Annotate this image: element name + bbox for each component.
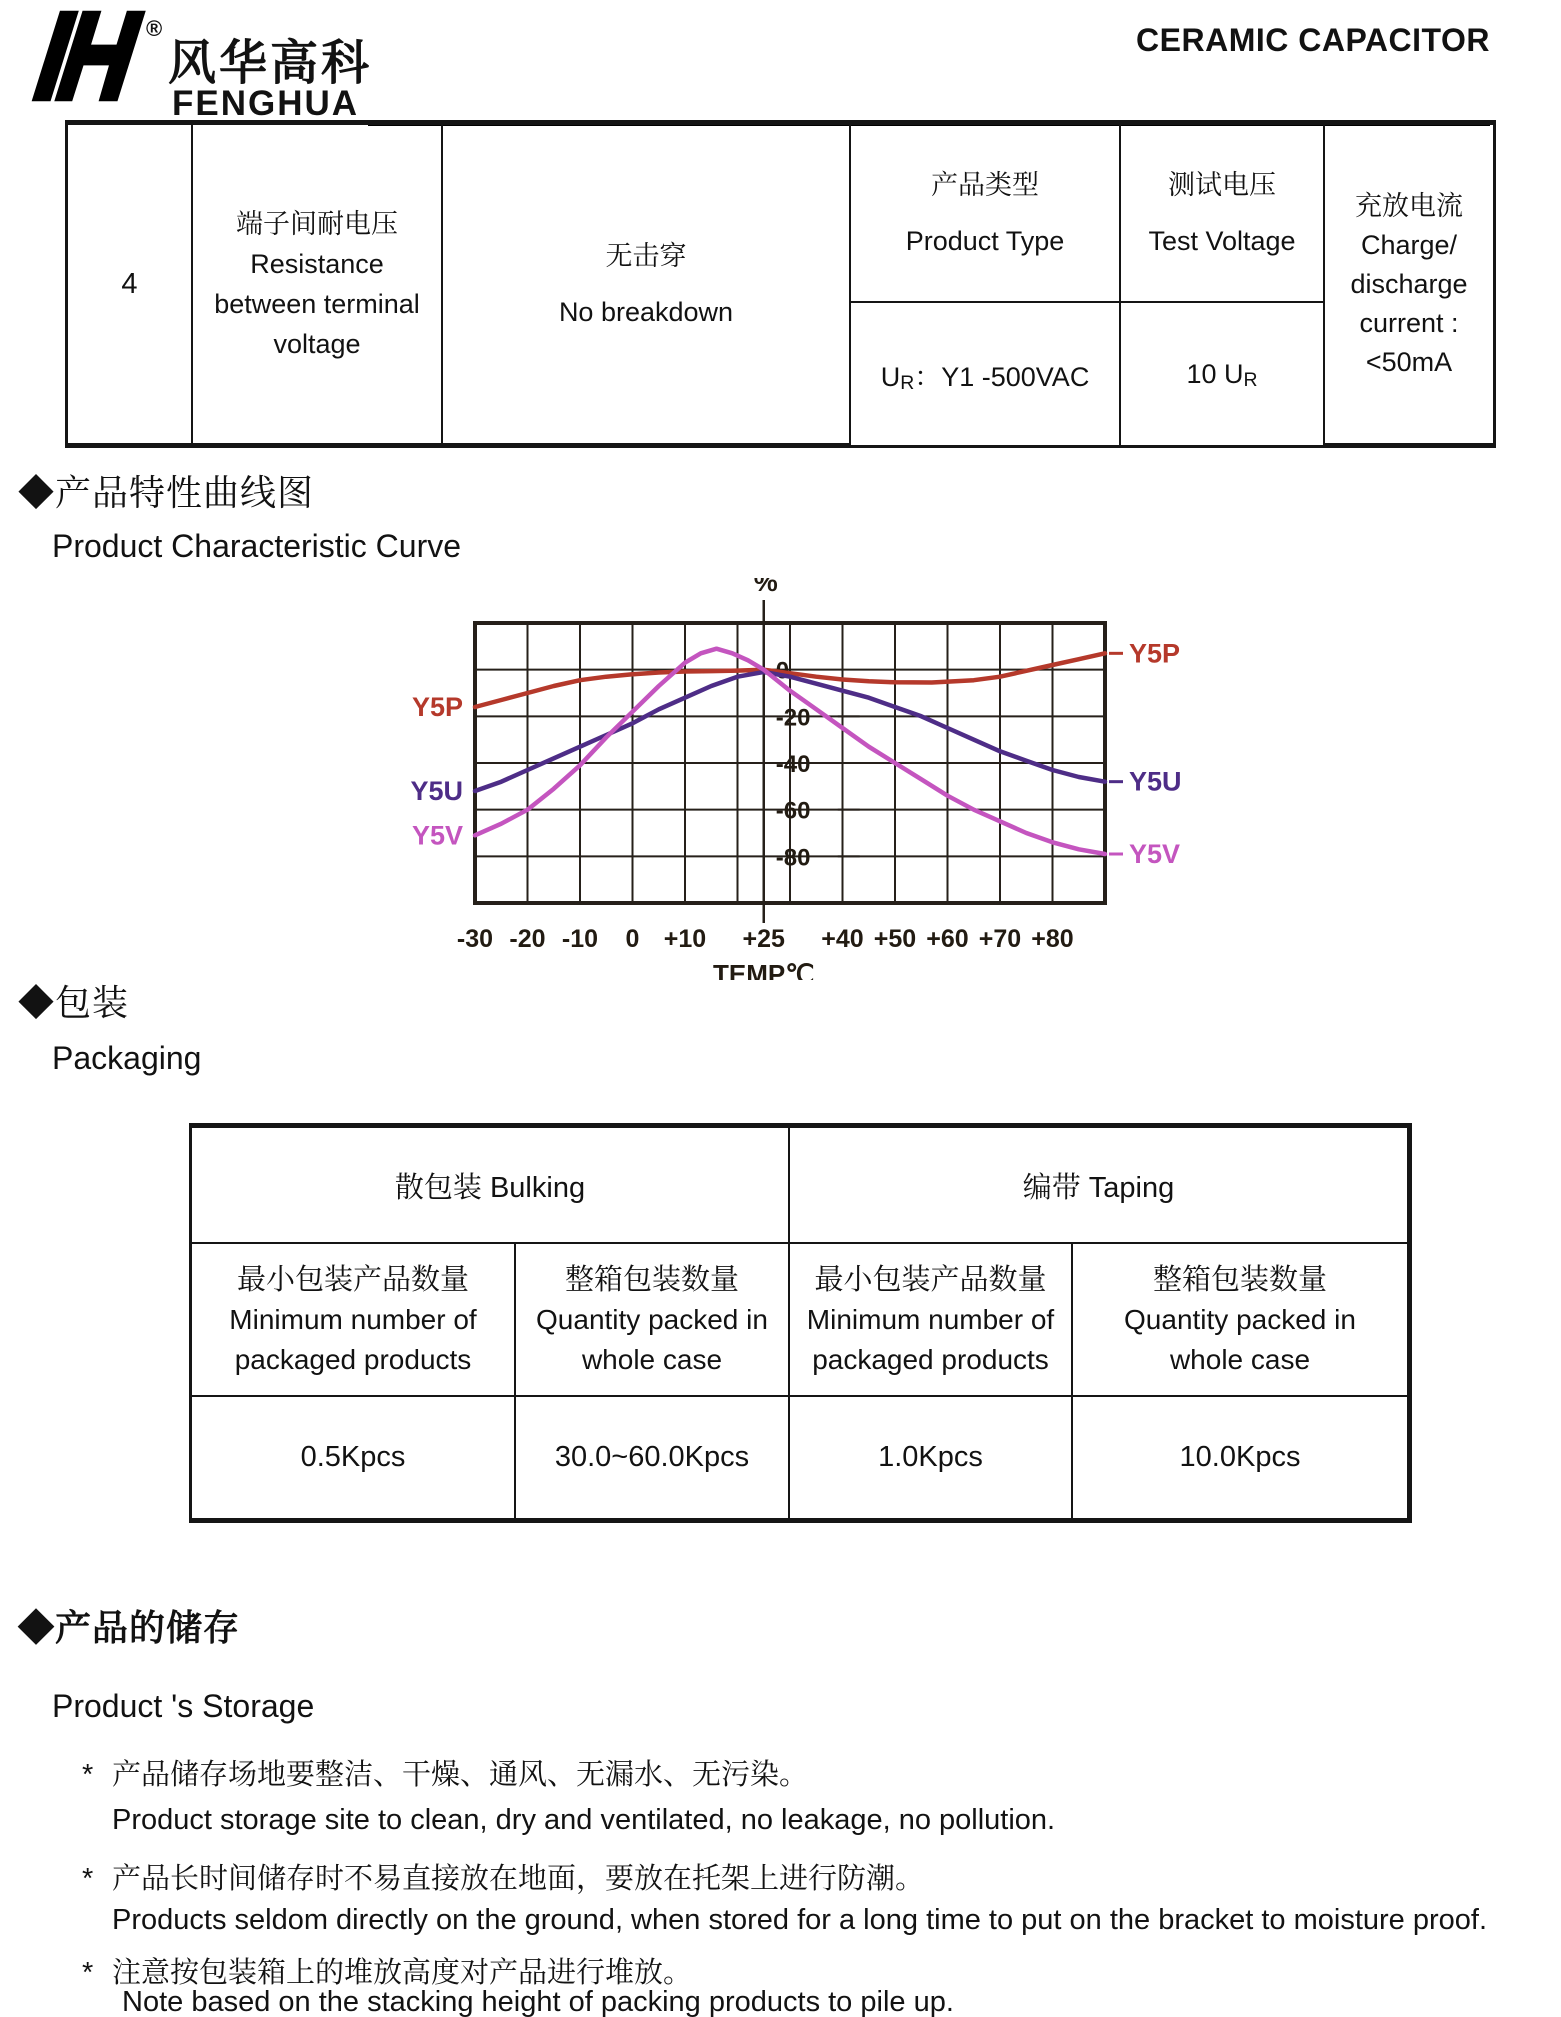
spec-row-number: 4 xyxy=(68,125,193,445)
svg-text:+40: +40 xyxy=(821,925,864,953)
svg-text:-10: -10 xyxy=(561,925,599,953)
svg-text:Y5U: Y5U xyxy=(1129,766,1182,797)
characteristic-curve-chart xyxy=(330,578,1210,980)
svg-text:-60: -60 xyxy=(775,797,811,825)
storage-item-en: Note based on the stacking height of packing products to pile up. xyxy=(122,1986,954,2017)
packaging-col-header: 整箱包装数量 Quantity packed in whole case xyxy=(516,1244,790,1397)
test-voltage-en: Test Voltage xyxy=(1148,226,1296,256)
packaging-col-header: 最小包装产品数量 Minimum number of packaged products xyxy=(790,1244,1073,1397)
spec-result-cn: 无击穿 xyxy=(605,241,687,271)
svg-text:Y5U: Y5U xyxy=(410,776,463,806)
spec-item-en-1: Resistance xyxy=(250,249,384,279)
svg-text:+10: +10 xyxy=(663,925,707,953)
packaging-value: 10.0Kpcs xyxy=(1073,1397,1409,1520)
packaging-value: 30.0~60.0Kpcs xyxy=(516,1397,790,1520)
test-voltage-value-text: 10 UR xyxy=(1186,358,1258,391)
curve-section-title-cn: ◆产品特性曲线图 xyxy=(18,472,315,513)
svg-text:+80: +80 xyxy=(1031,925,1074,953)
svg-text:+60: +60 xyxy=(926,925,969,953)
storage-item-cn: * 注意按包装箱上的堆放高度对产品进行堆放。 xyxy=(82,1957,693,1989)
packaging-group-bulking: 散包装 Bulking xyxy=(192,1128,790,1244)
storage-item-en: Products seldom directly on the ground, when stored for a long time to put on the bracket to moisture proof. xyxy=(112,1904,1488,1936)
svg-text:Y5P: Y5P xyxy=(1129,638,1181,669)
storage-item-cn: * 产品储存场地要整洁、干燥、通风、无漏水、无污染。 xyxy=(82,1759,809,1791)
product-type-header xyxy=(851,125,1121,303)
test-voltage-value xyxy=(1121,303,1325,445)
document-title: CERAMIC CAPACITOR xyxy=(1136,22,1490,58)
fenghua-logo-icon xyxy=(26,6,158,106)
product-type-value xyxy=(851,303,1121,445)
svg-text:TEMP℃: TEMP℃ xyxy=(713,959,815,980)
registered-trademark-mark: ® xyxy=(146,16,163,41)
packaging-value: 1.0Kpcs xyxy=(790,1397,1073,1520)
storage-item-en: Product storage site to clean, dry and ventilated, no leakage, no pollution. xyxy=(112,1804,1056,1836)
packaging-value: 0.5Kpcs xyxy=(192,1397,516,1520)
svg-text:-80: -80 xyxy=(775,844,811,872)
svg-text:Y5V: Y5V xyxy=(411,820,463,851)
charge-current-cell xyxy=(1325,125,1493,445)
storage-section-title-en: Product 's Storage xyxy=(52,1688,315,1724)
svg-text:+50: +50 xyxy=(873,925,917,953)
svg-text:+25: +25 xyxy=(742,925,785,953)
svg-text:-30: -30 xyxy=(456,925,494,953)
svg-text:-40: -40 xyxy=(775,751,811,778)
storage-section-title-cn: ◆产品的储存 xyxy=(18,1607,241,1648)
svg-text:+70: +70 xyxy=(978,925,1022,953)
charge-line-cn: 充放电流 xyxy=(1355,190,1463,221)
packaging-col-header: 最小包装产品数量 Minimum number of packaged products xyxy=(192,1244,516,1397)
storage-item-cn: * 产品长时间储存时不易直接放在地面，要放在托架上进行防潮。 xyxy=(82,1863,925,1895)
spec-item-en-3: voltage xyxy=(273,329,361,359)
product-type-en: Product Type xyxy=(905,226,1065,256)
packaging-table xyxy=(189,1123,1412,1523)
packaging-col-header: 整箱包装数量 Quantity packed in whole case xyxy=(1073,1244,1409,1397)
charge-line-3: current : xyxy=(1359,307,1459,338)
spec-item-cell xyxy=(193,125,443,445)
logo-text-latin: FENGHUA xyxy=(172,84,360,123)
svg-text:-20: -20 xyxy=(509,925,546,953)
svg-text:Y5P: Y5P xyxy=(411,692,463,722)
spec-result-en: No breakdown xyxy=(558,297,734,327)
packaging-group-taping: 编带 Taping xyxy=(790,1128,1409,1244)
curve-chart-svg xyxy=(330,578,1210,980)
charge-line-4: <50mA xyxy=(1365,346,1453,377)
svg-text:0: 0 xyxy=(625,925,640,953)
spec-table xyxy=(65,120,1496,448)
packaging-section-title-en: Packaging xyxy=(52,1040,202,1076)
charge-line-1: Charge/ xyxy=(1360,229,1458,260)
curve-section-title-en: Product Characteristic Curve xyxy=(52,528,462,564)
spec-item-en-2: between terminal xyxy=(214,289,420,319)
spec-item-cn: 端子间耐电压 xyxy=(236,209,398,239)
packaging-section-title-cn: ◆包装 xyxy=(18,982,130,1023)
svg-text:%: % xyxy=(753,578,778,597)
svg-text:Y5V: Y5V xyxy=(1129,839,1181,869)
product-type-value-text: UR：Y1 -500VAC xyxy=(880,361,1090,394)
svg-text:-20: -20 xyxy=(775,704,811,732)
product-type-cn: 产品类型 xyxy=(931,170,1039,200)
test-voltage-header xyxy=(1121,125,1325,303)
svg-text:0: 0 xyxy=(775,657,790,685)
logo-text-chinese: 风华高科 xyxy=(168,37,373,90)
charge-line-2: discharge xyxy=(1350,268,1468,299)
test-voltage-cn: 测试电压 xyxy=(1168,170,1276,200)
spec-result-cell xyxy=(443,125,851,445)
